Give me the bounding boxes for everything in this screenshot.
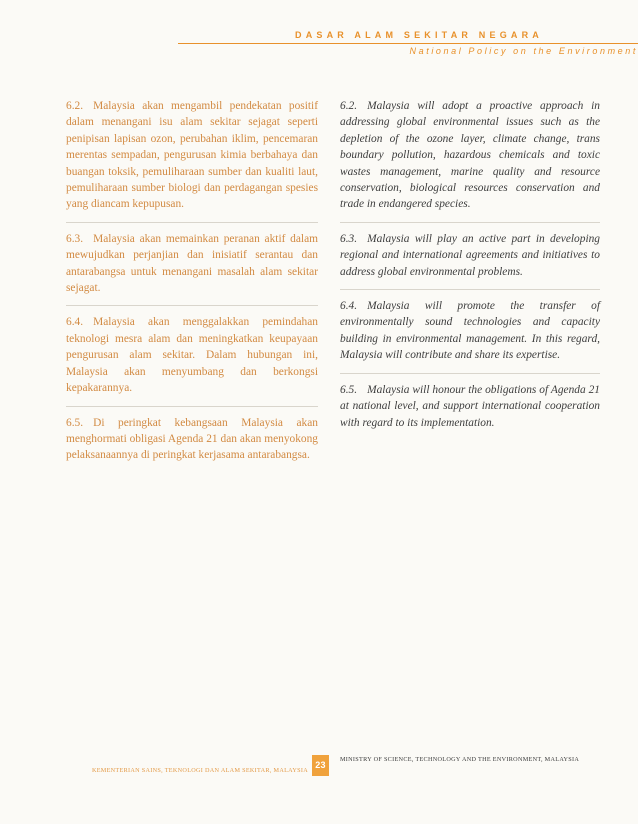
malay-paragraph bbox=[66, 98, 318, 213]
paragraph-text: Malaysia akan memainkan peranan aktif dalam mewujudkan perjanjian dan inisiatif serantau dan antarabangsa untuk menangani masalah alam sekitar sejagat. bbox=[66, 232, 318, 295]
page-footer bbox=[0, 752, 638, 792]
header-title-malay: DASAR ALAM SEKITAR NEGARA bbox=[295, 30, 543, 40]
header-rule bbox=[178, 43, 638, 44]
malay-column bbox=[66, 98, 318, 478]
paragraph-divider bbox=[66, 222, 318, 223]
paragraph-divider bbox=[340, 373, 600, 374]
english-paragraph bbox=[340, 298, 600, 364]
paragraph-text: Malaysia will honour the obligations of Agenda 21 at national level, and support international cooperation with regard to its implementation. bbox=[340, 383, 600, 429]
page-number: 23 bbox=[312, 755, 329, 776]
paragraph-number: 6.4. bbox=[340, 300, 358, 313]
malay-paragraph bbox=[66, 314, 318, 396]
paragraph-divider bbox=[340, 222, 600, 223]
paragraph-number: 6.5. bbox=[66, 416, 84, 429]
paragraph-text: Malaysia akan menggalakkan pemindahan teknologi mesra alam dan meningkatkan keupayaan pengurusan alam sekitar. Dalam hubungan ini, Malaysia akan menyumbang dan berkongsi kepakarannya. bbox=[66, 316, 318, 395]
paragraph-text: Malaysia will promote the transfer of environmentally sound technologies and capacity building in environmental management. In this regard, Malaysia will contribute and share its expertise. bbox=[340, 300, 600, 362]
english-paragraph bbox=[340, 231, 600, 280]
footer-ministry-malay: KEMENTERIAN SAINS, TEKNOLOGI DAN ALAM SEKITAR, MALAYSIA bbox=[91, 767, 308, 774]
footer-ministry-english: MINISTRY OF SCIENCE, TECHNOLOGY AND THE ENVIRONMENT, MALAYSIA bbox=[340, 756, 580, 763]
paragraph-divider bbox=[340, 289, 600, 290]
paragraph-number: 6.5. bbox=[340, 383, 358, 396]
paragraph-number: 6.3. bbox=[66, 232, 84, 245]
paragraph-number: 6.2. bbox=[66, 100, 84, 112]
header-title-english: National Policy on the Environment bbox=[409, 46, 638, 56]
english-paragraph bbox=[340, 382, 600, 431]
english-paragraph bbox=[340, 98, 600, 213]
paragraph-text: Malaysia will adopt a proactive approach in addressing global environmental issues such as the depletion of the ozone layer, climate change, trans boundary pollution, hazardous chemicals and toxic wastes management, marine quality and resource conservation, biological resources conservation and trade in endangered species. bbox=[340, 100, 600, 211]
paragraph-number: 6.3. bbox=[340, 232, 358, 245]
paragraph-divider bbox=[66, 305, 318, 306]
paragraph-text: Di peringkat kebangsaan Malaysia akan menghormati obligasi Agenda 21 dan akan menyokong pelaksanaannya di peringkat kerjasama antarabangsa. bbox=[66, 416, 318, 462]
paragraph-text: Malaysia akan mengambil pendekatan positif dalam menangani isu alam sekitar sejagat seperti penipisan lapisan ozon, perubahan iklim, pencemaran merentas sempadan, pengurusan kimia berbahaya dan buangan toksik, pemuliharaan sumber dan kualiti laut, pemuliharaan sumber biologi dan perdagangan spesies yang diancam kepupusan. bbox=[66, 100, 318, 211]
english-column bbox=[340, 98, 600, 445]
paragraph-divider bbox=[66, 406, 318, 407]
paragraph-number: 6.4. bbox=[66, 316, 84, 329]
malay-paragraph bbox=[66, 231, 318, 297]
paragraph-number: 6.2. bbox=[340, 100, 358, 112]
malay-paragraph bbox=[66, 415, 318, 464]
paragraph-text: Malaysia will play an active part in developing regional and international agreements and initiatives to address global environmental problems. bbox=[340, 232, 600, 278]
